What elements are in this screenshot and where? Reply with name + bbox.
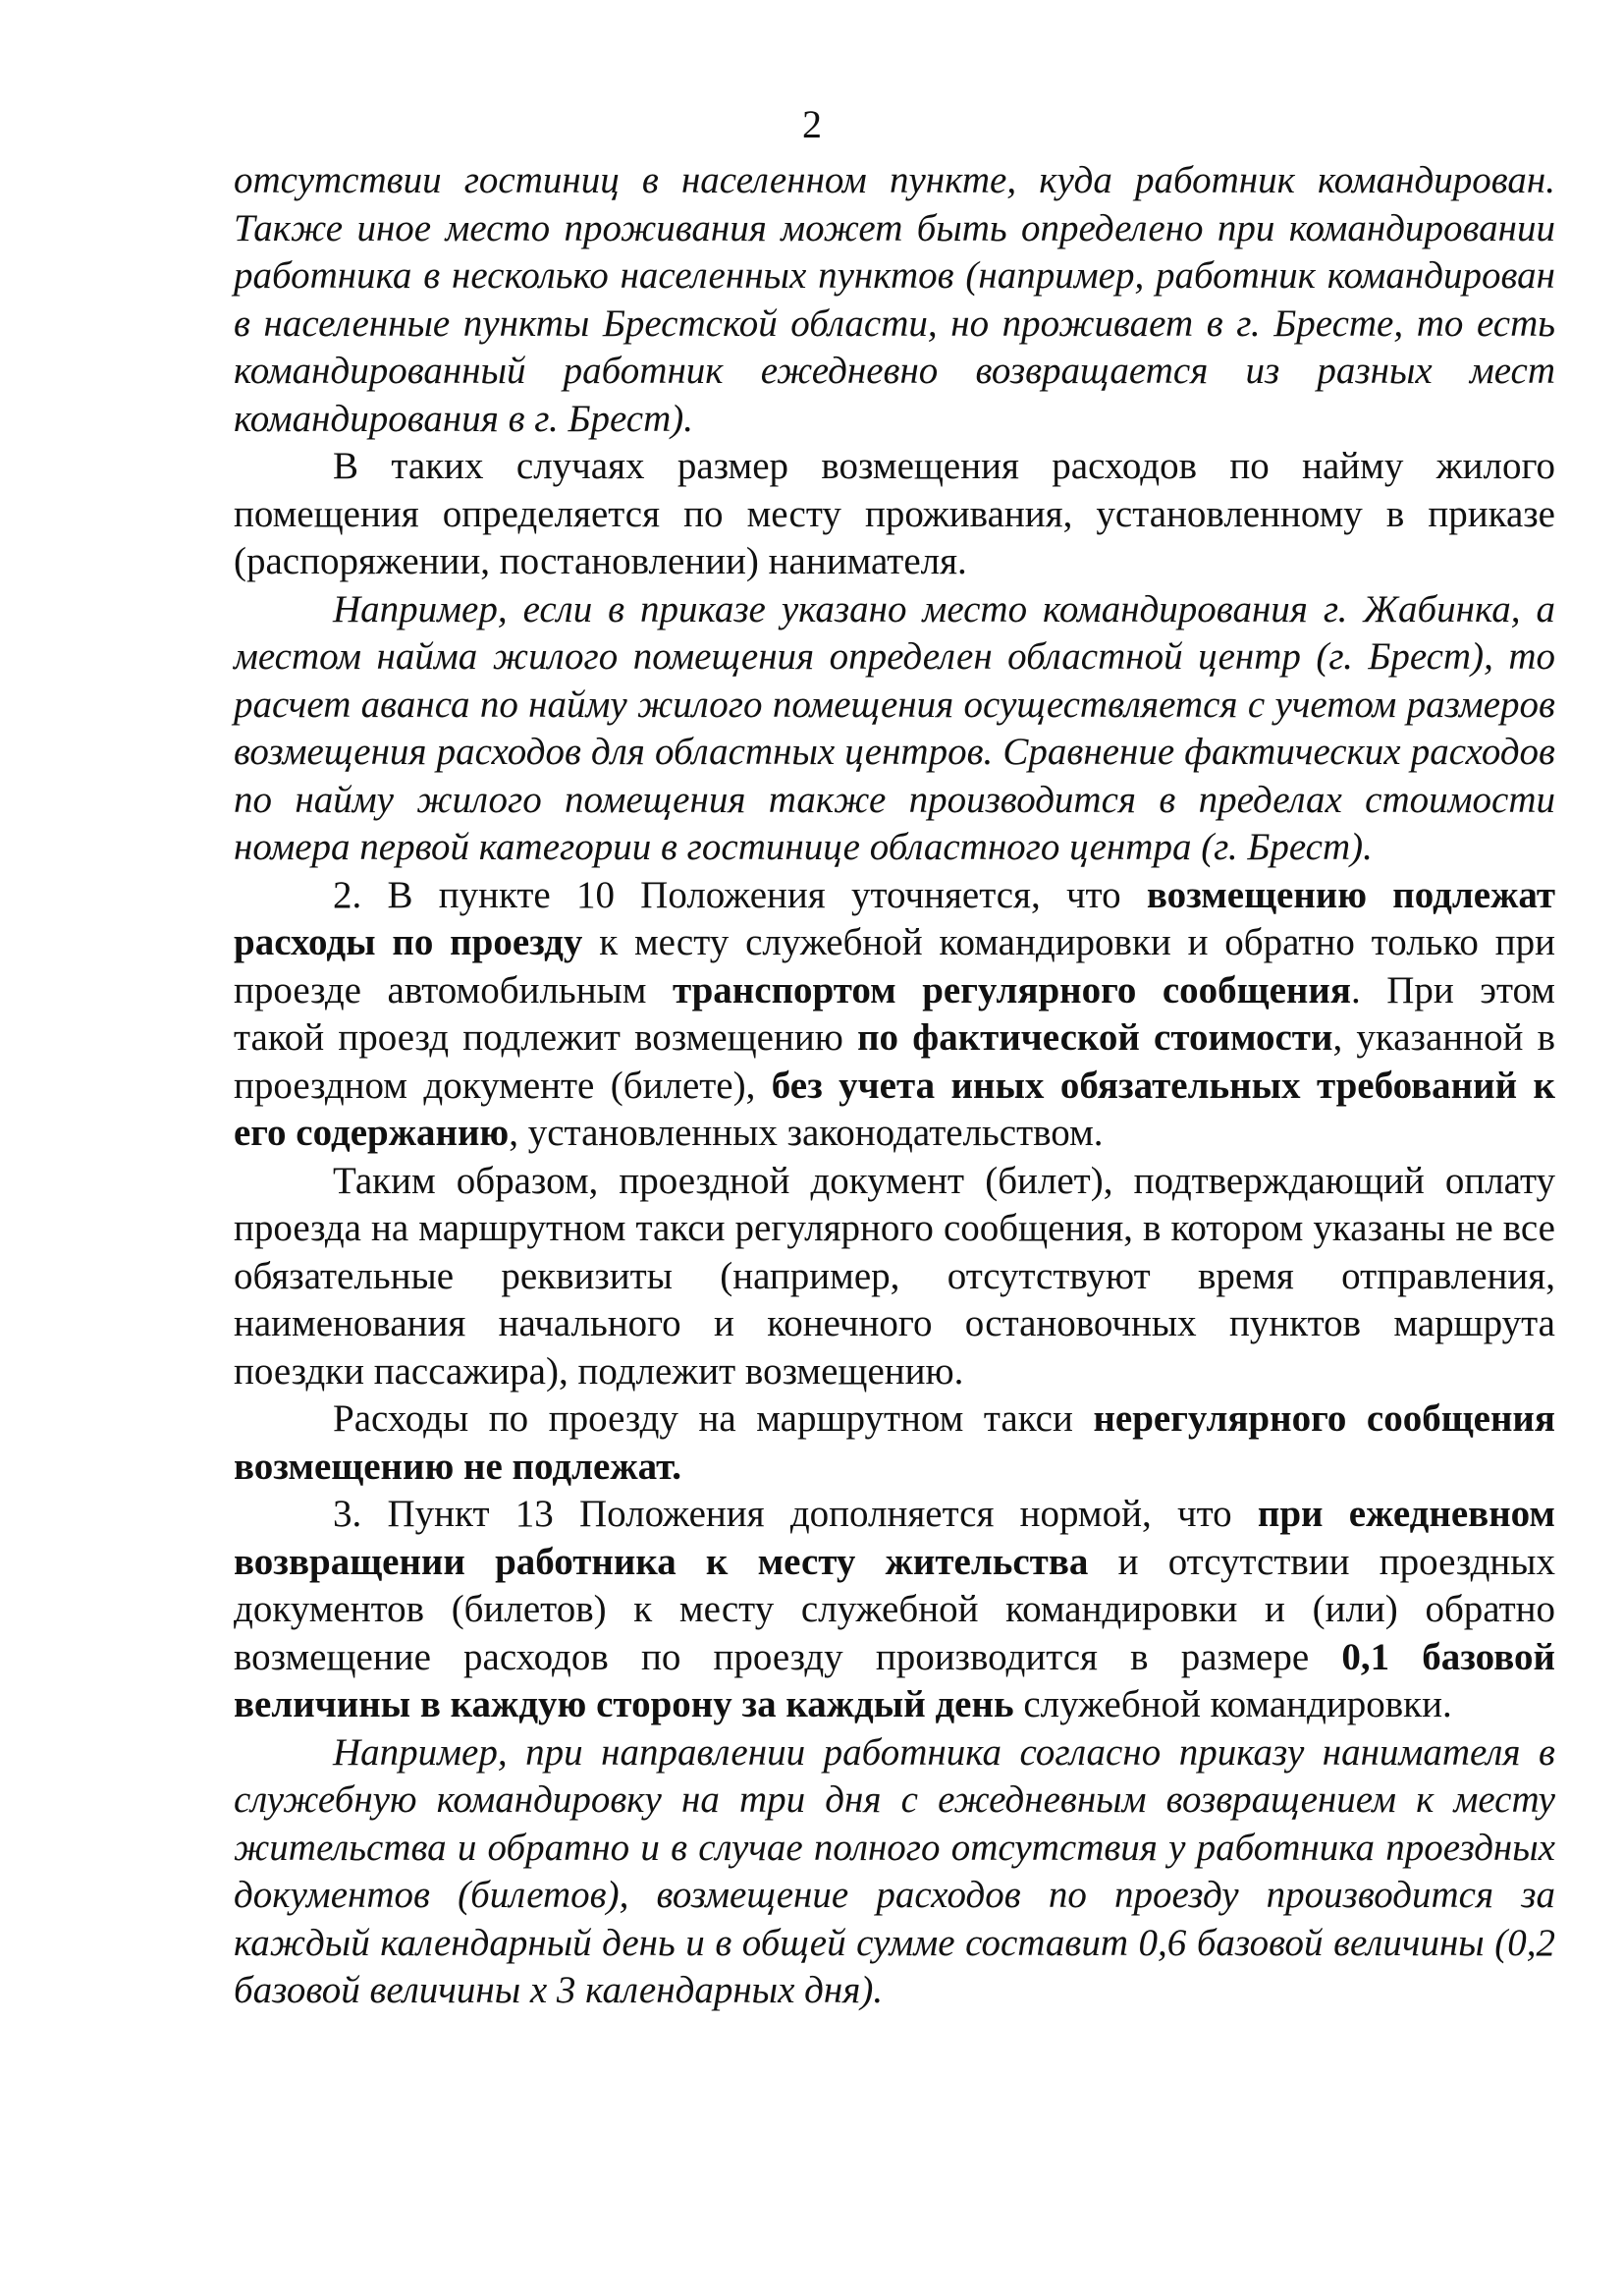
paragraph-3-text: Например, если в приказе указано место командирования г. Жабинка, а местом найма жилого помещения определен областной центр (г. Брест), то расчет аванса по найму жилого помещения осуществляется с учетом размеров возмещения расходов для областных центров. Сравнение фактических расходов по найму жилого помещения также производится в пределах стоимости номера первой категории в гостинице областного центра (г. Брест). bbox=[234, 587, 1555, 868]
paragraph-4-bold-text: транспортом регулярного сообщения bbox=[672, 968, 1351, 1011]
paragraph-4-text: к месту служебной командировки и обратно только при проезде автомобильным bbox=[234, 921, 1555, 1011]
document-body bbox=[234, 157, 1555, 2015]
paragraph-7-text: 3. Пункт 13 Положения дополняется нормой, что bbox=[333, 1493, 1258, 1535]
paragraph-2-text: В таких случаях размер возмещения расходов по найму жилого помещения определяется по месту проживания, установленному в приказе (распоряжении, постановлении) нанимателя. bbox=[234, 445, 1555, 582]
paragraph-7 bbox=[234, 1491, 1555, 1729]
paragraph-5 bbox=[234, 1158, 1555, 1396]
paragraph-8-text: Например, при направлении работника согласно приказу нанимателя в служебную командировку на три дня с ежедневным возвращением к месту жительства и обратно и в случае полного отсутствия у работника проездных документов (билетов), возмещение расходов по проезду производится за каждый календарный день и в общей сумме составит 0,6 базовой величины (0,2 базовой величины х 3 календарных дня). bbox=[234, 1730, 1555, 2011]
paragraph-2 bbox=[234, 443, 1555, 586]
paragraph-7-bold-text: 0,1 базовой величины в каждую сторону за каждый день bbox=[234, 1635, 1555, 1725]
paragraph-7-text: и отсутствии проездных документов (билетов) к месту служебной командировки и (или) обратно возмещение расходов по проезду производится в размере bbox=[234, 1540, 1555, 1678]
paragraph-7-bold-text: при ежедневном возвращении работника к месту жительства bbox=[234, 1493, 1555, 1583]
paragraph-4-text: 2. В пункте 10 Положения уточняется, что bbox=[333, 873, 1147, 916]
paragraph-1 bbox=[234, 157, 1555, 443]
paragraph-6-text: Расходы по проезду на маршрутном такси bbox=[333, 1397, 1094, 1440]
paragraph-4-bold-text: по фактической стоимости bbox=[857, 1016, 1333, 1059]
paragraph-4-bold-text: без учета иных обязательных требований к его содержанию bbox=[234, 1064, 1555, 1154]
paragraph-5-text: Таким образом, проездной документ (билет), подтверждающий оплату проезда на маршрутном такси регулярного сообщения, в котором указаны не все обязательные реквизиты (например, отсутствуют время отправления, наименования начального и конечного остановочных пунктов маршрута поездки пассажира), подлежит возмещению. bbox=[234, 1159, 1555, 1393]
paragraph-4-text: . При этом такой проезд подлежит возмещению bbox=[234, 968, 1555, 1059]
paragraph-4-bold-text: возмещению подлежат расходы по проезду bbox=[234, 873, 1555, 963]
paragraph-4 bbox=[234, 872, 1555, 1158]
paragraph-4-text: , установленных законодательством. bbox=[509, 1112, 1104, 1154]
paragraph-3-example bbox=[234, 586, 1555, 872]
paragraph-7-text: служебной командировки. bbox=[1013, 1683, 1452, 1725]
paragraph-6 bbox=[234, 1395, 1555, 1491]
paragraph-6-bold-text: нерегулярного сообщения возмещению не подлежат. bbox=[234, 1397, 1555, 1488]
page-number: 2 bbox=[802, 102, 822, 146]
paragraph-1-text: отсутствии гостиниц в населенном пункте, куда работник командирован. Также иное место проживания может быть определено при командировании работника в несколько населенных пунктов (например, работник командирован в населенные пункты Брестской области, но проживает в г. Бресте, то есть командированный работник ежедневно возвращается из разных мест командирования в г. Брест). bbox=[234, 159, 1555, 440]
paragraph-8-example bbox=[234, 1729, 1555, 2015]
paragraph-4-text: , указанной в проездном документе (билете), bbox=[234, 1016, 1555, 1107]
